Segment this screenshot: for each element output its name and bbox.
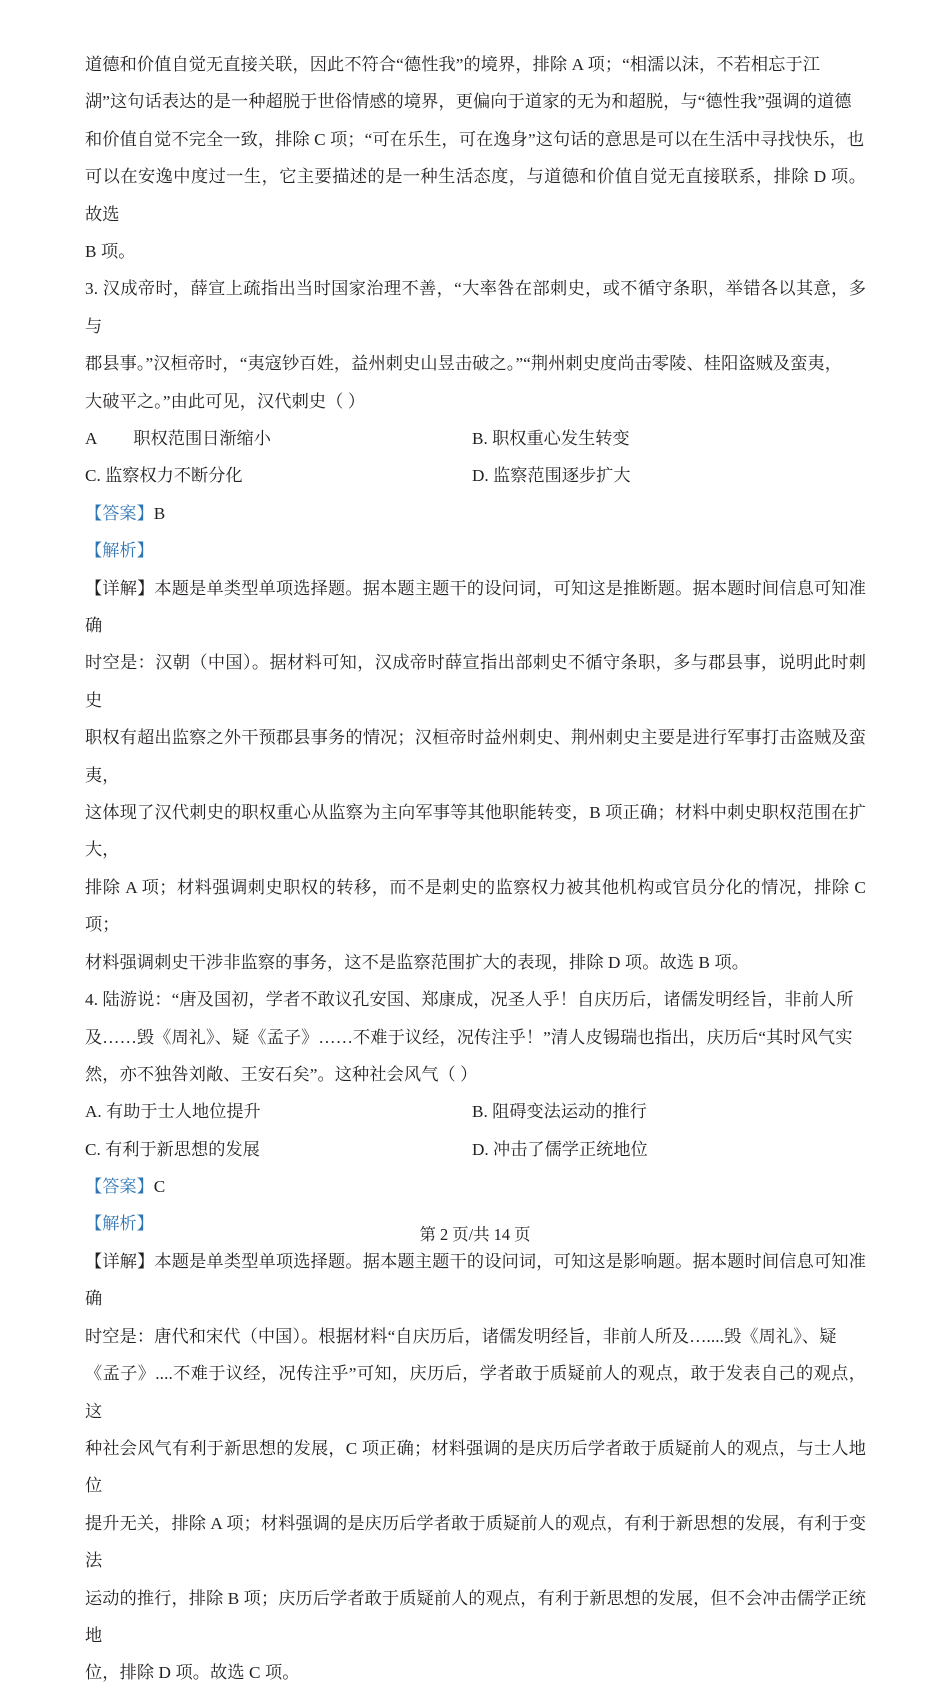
- text-line: 道德和价值自觉无直接关联，因此不符合“德性我”的境界，排除 A 项；“相濡以沫，不若相忘于江: [85, 55, 821, 74]
- detail-line: 种社会风气有利于新思想的发展，C 项正确；材料强调的是庆历后学者敢于质疑前人的观点，与士人地位: [85, 1438, 866, 1496]
- option-text: 有利于新思想的发展: [105, 1139, 260, 1159]
- question-4: [85, 981, 866, 1692]
- analysis-marker: 【解析】: [85, 1214, 154, 1234]
- answer-value: B: [153, 503, 166, 523]
- detail-line: 提升无关，排除 A 项；材料强调的是庆历后学者敢于质疑前人的观点，有利于新思想的发展，有利于变法: [85, 1513, 867, 1571]
- detail-line: 排除 A 项；材料强调刺史职权的转移，而不是刺史的监察权力被其他机构或官员分化的情况，排除 C 项；: [85, 877, 866, 935]
- option-text: 冲击了儒学正统地位: [493, 1139, 648, 1159]
- option-letter: C.: [85, 1139, 101, 1159]
- answer-marker: 【答案】: [85, 503, 154, 523]
- text-line: 湖”这句话表达的是一种超脱于世俗情感的境界，更偏向于道家的无为和超脱，与“德性我”强调的道德: [85, 92, 852, 112]
- option-letter: A: [85, 429, 98, 449]
- option-text: 监察权力不断分化: [105, 466, 243, 486]
- option-text: 职权重心发生转变: [492, 429, 630, 449]
- detail-line: 【详解】本题是单类型单项选择题。据本题主题干的设问词，可知这是推断题。据本题时间信息可知准确: [85, 578, 866, 636]
- page-content: [85, 46, 866, 1692]
- page-footer: 第 2 页/共 14 页: [419, 1225, 531, 1244]
- analysis-line: [85, 532, 866, 569]
- detail-line: 运动的推行，排除 B 项；庆历后学者敢于质疑前人的观点，有利于新思想的发展，但不会冲击儒学正统地: [85, 1588, 867, 1645]
- question-stem-line: 郡县事。”汉桓帝时，“夷寇钞百姓，益州刺史山昱击破之。”“荆州刺史度尚击零陵、桂阳盗贼及蛮夷，: [85, 354, 843, 374]
- question-stem-line: 4. 陆游说：“唐及国初，学者不敢议孔安国、郑康成，况圣人乎！自庆历后，诸儒发明经旨，非前人所: [85, 990, 854, 1010]
- continuation-paragraph: [85, 46, 866, 270]
- option-text: 职权范围日渐缩小: [133, 429, 271, 449]
- option-text: 有助于士人地位提升: [106, 1102, 261, 1122]
- detail-line: 位，排除 D 项。故选 C 项。: [85, 1663, 300, 1683]
- text-line: B 项。: [85, 242, 136, 262]
- option-d[interactable]: [472, 457, 866, 494]
- option-letter: B.: [472, 1102, 488, 1122]
- option-text: 监察范围逐步扩大: [493, 466, 631, 486]
- option-a[interactable]: [85, 1093, 472, 1130]
- option-text: 阻碍变法运动的推行: [492, 1102, 647, 1122]
- detail-line: 时空是：唐代和宋代（中国）。根据材料“自庆历后，诸儒发明经旨，非前人所及…....毁《周礼》、疑: [85, 1326, 837, 1346]
- question-stem-line: 大破平之。”由此可见，汉代刺史（ ）: [85, 391, 366, 411]
- option-row: [85, 1131, 866, 1168]
- text-line: 和价值自觉不完全一致，排除 C 项；“可在乐生，可在逸身”这句话的意思是可以在生活中寻找快乐，也: [85, 129, 865, 149]
- option-b[interactable]: [472, 420, 866, 457]
- detail-line: 职权有超出监察之外干预郡县事务的情况；汉桓帝时益州刺史、荆州刺史主要是进行军事打击盗贼及蛮夷，: [85, 728, 866, 785]
- question-3-options: [85, 420, 866, 495]
- option-a[interactable]: [85, 420, 472, 457]
- detail-line: 材料强调刺史干涉非监察的事务，这不是监察范围扩大的表现，排除 D 项。故选 B 项。: [85, 952, 750, 972]
- question-stem-line: 及……毁《周礼》、疑《孟子》……不难于议经，况传注乎！”清人皮锡瑞也指出，庆历后“其时风气实: [85, 1027, 853, 1047]
- option-letter: B.: [472, 429, 488, 449]
- detail-line: 时空是：汉朝（中国）。据材料可知，汉成帝时薛宣指出部刺史不循守条职，多与郡县事，说明此时刺史: [85, 653, 866, 710]
- answer-value: C: [153, 1177, 166, 1197]
- detail-line: 这体现了汉代刺史的职权重心从监察为主向军事等其他职能转变，B 项正确；材料中刺史职权范围在扩大，: [85, 803, 866, 860]
- option-b[interactable]: [472, 1093, 866, 1130]
- question-3: [85, 270, 866, 981]
- text-line: 可以在安逸中度过一生，它主要描述的是一种生活态度，与道德和价值自觉无直接联系，排除 D 项。故选: [85, 167, 866, 224]
- answer-line: [85, 495, 866, 532]
- question-stem-line: 3. 汉成帝时，薛宣上疏指出当时国家治理不善，“大率咎在部刺史，或不循守条职，举错各以其意，多与: [85, 279, 866, 336]
- option-c[interactable]: [85, 1131, 472, 1168]
- question-4-options: [85, 1093, 866, 1168]
- detail-line: 【详解】本题是单类型单项选择题。据本题主题干的设问词，可知这是影响题。据本题时间信息可知准确: [85, 1251, 866, 1309]
- option-letter: D.: [472, 466, 489, 486]
- analysis-marker: 【解析】: [85, 541, 154, 561]
- option-c[interactable]: [85, 457, 472, 494]
- answer-marker: 【答案】: [85, 1177, 154, 1197]
- question-stem-line: 然，亦不独咎刘敞、王安石矣”。这种社会风气（ ）: [85, 1064, 478, 1084]
- option-row: [85, 457, 866, 494]
- option-d[interactable]: [472, 1131, 866, 1168]
- option-row: [85, 1093, 866, 1130]
- option-letter: D.: [472, 1139, 489, 1159]
- option-letter: C.: [85, 466, 101, 486]
- option-row: [85, 420, 866, 457]
- option-letter: A.: [85, 1102, 102, 1122]
- answer-line: [85, 1168, 866, 1205]
- detail-line: 《孟子》....不难于议经，况传注乎”可知，庆历后，学者敢于质疑前人的观点，敢于发表自己的观点，这: [85, 1364, 866, 1421]
